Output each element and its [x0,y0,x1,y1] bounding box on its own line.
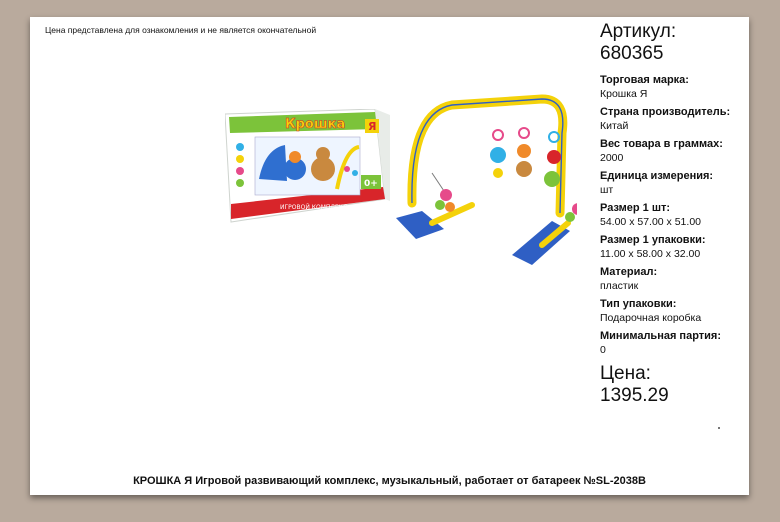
product-gym-image [392,93,577,268]
package-logo-letter: Я [368,120,377,133]
spec-value: Подарочная коробка [600,312,702,324]
spec-value: Крошка Я [600,88,648,100]
spec-value: 54.00 x 57.00 x 51.00 [600,216,701,228]
spec-package-type [600,297,745,325]
spec-value: 0 [600,344,606,356]
spec-brand [600,73,745,101]
spec-label: Единица измерения: [600,170,714,182]
spec-label: Тип упаковки: [600,298,677,310]
package-age: 0+ [364,179,378,189]
spec-label: Размер 1 шт: [600,202,671,214]
spec-label: Торговая марка: [600,74,689,86]
article-label: Артикул: [600,21,677,42]
spec-value: 2000 [600,152,624,164]
product-package-image [225,109,390,224]
spec-unit [600,169,745,197]
product-card [30,17,749,495]
price-label: Цена: [600,363,651,384]
spec-value: 11.00 x 58.00 x 32.00 [600,248,701,260]
package-brand-text: Крошка [285,117,346,132]
package-subtitle: ИГРОВОЙ КОМПЛЕКС [280,204,348,211]
product-title: КРОШКА Я Игровой развивающий комплекс, музыкальный, работает от батареек №SL-2038B [133,475,646,487]
spec-package-size [600,233,745,261]
decorative-dot [718,427,720,429]
article-value: 680365 [600,43,664,64]
spec-label: Страна производитель: [600,106,731,118]
spec-value: Китай [600,120,629,132]
price-disclaimer: Цена представлена для ознакомления и не является окончательной [45,25,317,35]
spec-panel [600,21,745,407]
spec-label: Материал: [600,266,658,278]
spec-label: Размер 1 упаковки: [600,234,706,246]
spec-value: шт [600,184,614,196]
spec-value: пластик [600,280,639,292]
spec-country [600,105,745,133]
spec-material [600,265,745,293]
spec-min-order [600,329,745,357]
price-value: 1395.29 [600,385,669,406]
spec-item-size [600,201,745,229]
spec-label: Минимальная партия: [600,330,721,342]
spec-weight [600,137,745,165]
spec-label: Вес товара в граммах: [600,138,723,150]
